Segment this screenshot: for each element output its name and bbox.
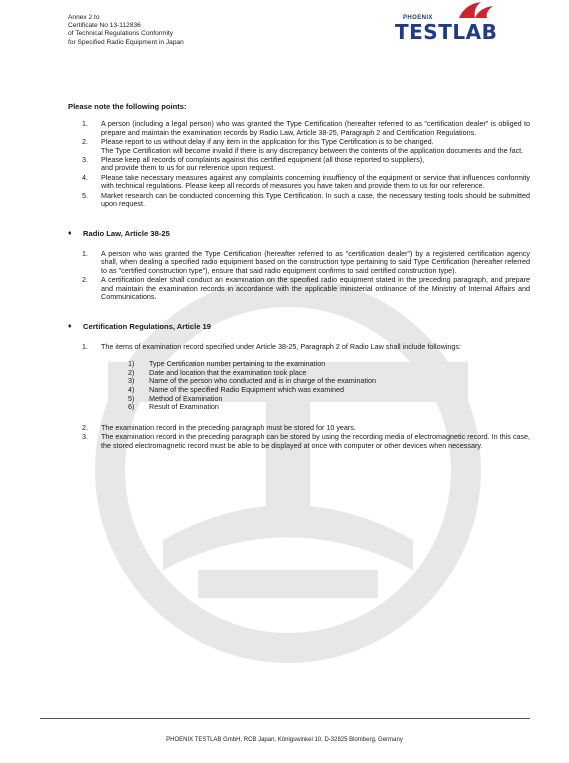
list-item: 1. The items of examination record specified under Article 38-25, Paragraph 2 of Radio Law shall include followings: <box>82 341 461 351</box>
annex-line: Annex 2 to <box>68 14 100 21</box>
list-item: 2. The examination record in the preceding paragraph must be stored for 10 years. <box>82 422 356 432</box>
list-item: 5. Market research can be conducted concerning this Type Certification. In such a case, the necessary testing tools should be submitted upon request. <box>82 190 530 209</box>
footer-divider <box>40 718 530 719</box>
cert-regulations-list-continued <box>68 424 530 450</box>
list-item: 1. A person (including a legal person) who was granted the Type Certification (hereafter referred to as "certification dealer" is obliged to prepare and maintain the examination records by Radio Law, Article 38-25, Paragraph 2 and Certification Regulations. <box>82 119 530 137</box>
radio-law-list <box>68 250 530 301</box>
flame-icon <box>455 0 495 18</box>
list-item: 1. A person who was granted the Type Certification (hereafter referred to as "certification dealer") by a registered certification agency shall, when dealing a specified radio equipment based on the construction type pertaining to said Type Certification (hereafter referred to as "certified construction type"), ensure that said radio equipment confirms to said certified construction type). <box>82 248 530 275</box>
logo-phoenix-text: PHOENIX <box>403 15 433 21</box>
list-item: 1) Type Certification number pertaining to the examination <box>128 359 326 369</box>
list-item: 5) Method of Examination <box>128 393 223 403</box>
list-item: 3. Please keep all records of complaints against this certified equipment (all those reported to suppliers), and provide them to us for our reference upon request. <box>82 155 425 173</box>
document-body <box>68 103 530 451</box>
annex-reference <box>68 14 184 47</box>
list-item: 3. The examination record in the preceding paragraph can be stored by using the recording media of electromagnetic record. In this case, the stored electromagnetic record must be able to be displayed at once with computer or other devices when necessary. <box>82 432 530 450</box>
section-heading-cert-regulations: ♦ Certification Regulations, Article 19 <box>68 322 211 332</box>
logo-testlab-text: TESTLAB <box>395 20 498 44</box>
list-item: 2) Date and location that the examination took place <box>128 367 307 377</box>
cert-regulations-list <box>68 343 530 351</box>
phoenix-testlab-logo <box>395 0 545 46</box>
certificate-number: Certificate No 13-112836 <box>68 22 141 30</box>
notes-list <box>68 120 530 208</box>
footer-address: PHOENIX TESTLAB GmbH, RCB Japan, Königswinkel 10, D-32825 Blomberg, Germany <box>166 737 403 743</box>
list-item: 4) Name of the specified Radio Equipment which was examined <box>128 384 344 394</box>
annex-line: of Technical Regulations Conformity <box>68 30 174 38</box>
section-heading-radio-law: ♦ Radio Law, Article 38-25 <box>68 229 170 239</box>
annex-line: for Specified Radio Equipment in Japan <box>68 38 184 46</box>
list-item: 2. A certification dealer shall conduct an examination on the specified radio equipment stated in the preceding paragraph, and prepare and maintain the examination records in accordance with the applicable ministerial ordinance of the Ministry of Internal Affairs and Communications. <box>82 275 530 301</box>
list-item: 4. Please take necessary measures against any complaints concerning insuffiency of the equipment or service that influences conformity with technical regulations. Please keep all records of measures you have taken and provide them to us for our reference. <box>82 172 530 191</box>
diamond-bullet-icon: ♦ <box>68 230 72 238</box>
list-item: 6) Result of Examination <box>128 402 219 412</box>
list-item: 2. Please report to us without delay if any item in the application for this Type Certification is to be changed. The Type Certification will become invalid if there is any discrepancy between the contents of the application documents and the fact. <box>82 137 524 155</box>
diamond-bullet-icon: ♦ <box>68 323 72 331</box>
examination-record-items <box>68 360 530 412</box>
notes-title: Please note the following points: <box>68 102 187 111</box>
list-item: 3) Name of the person who conducted and is in charge of the examination <box>128 376 376 386</box>
